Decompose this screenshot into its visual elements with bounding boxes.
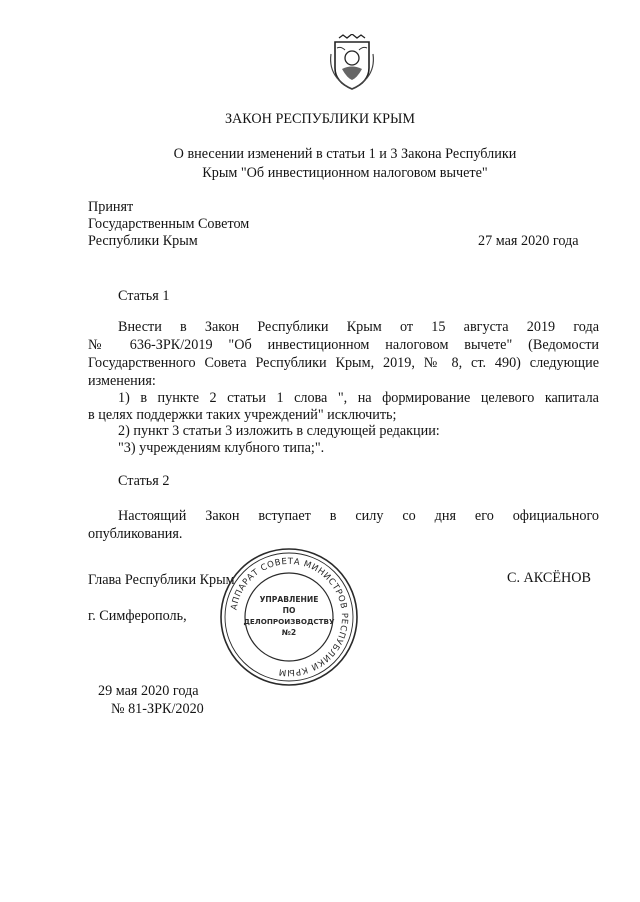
article-1-para-line-3: Государственного Совета Республики Крым, 2019, № 8, ст. 490) следующие — [88, 355, 599, 371]
adopted-line-1: Принят — [88, 199, 134, 215]
stamp-center-line-1: УПРАВЛЕНИЕ — [259, 595, 319, 604]
article-2-para-line-2: опубликования. — [88, 526, 183, 542]
article-1-para-line-2: № 636-ЗРК/2019 "Об инвестиционном налоговом вычете" (Ведомости — [88, 337, 599, 353]
crimea-coat-of-arms-icon — [327, 34, 377, 92]
article-2-para-line-1: Настоящий Закон вступает в силу со дня его официального — [118, 508, 599, 524]
adopted-date: 27 мая 2020 года — [478, 233, 579, 249]
stamp-center-line-2: ПО — [282, 606, 296, 615]
subtitle-line-1: О внесении изменений в статьи 1 и 3 Закона Республики — [173, 146, 517, 162]
article-1-para-line-1: Внести в Закон Республики Крым от 15 августа 2019 года — [118, 319, 599, 335]
adopted-line-2: Государственным Советом — [88, 216, 250, 232]
article-1-para-line-4: изменения: — [88, 373, 156, 389]
article-1-item-1-line-2: в целях поддержки таких учреждений" исключить; — [88, 407, 397, 423]
article-1-item-2: 2) пункт 3 статьи 3 изложить в следующей редакции: — [118, 423, 440, 439]
stamp-center-line-4: №2 — [281, 628, 297, 637]
article-2-heading: Статья 2 — [118, 473, 170, 489]
article-1-heading: Статья 1 — [118, 288, 170, 304]
signature-name: С. АКСЁНОВ — [507, 570, 591, 586]
subtitle-line-2: Крым "Об инвестиционном налоговом вычете" — [202, 165, 488, 181]
article-1-item-2-text: "3) учреждениям клубного типа;". — [118, 440, 325, 456]
stamp-ring-text: АППАРАТ СОВЕТА МИНИСТРОВ РЕСПУБЛИКИ КРЫМ — [229, 556, 350, 678]
law-number: № 81-ЗРК/2020 — [111, 701, 204, 717]
adopted-line-3: Республики Крым — [88, 233, 198, 249]
signing-date: 29 мая 2020 года — [98, 683, 199, 699]
signature-position: Глава Республики Крым — [88, 572, 235, 588]
document-title: ЗАКОН РЕСПУБЛИКИ КРЫМ — [224, 111, 416, 127]
stamp-center-line-3: ДЕЛОПРОИЗВОДСТВУ — [243, 617, 335, 626]
signature-place: г. Симферополь, — [88, 608, 187, 624]
official-stamp — [218, 546, 360, 688]
article-1-item-1-line-1: 1) в пункте 2 статьи 1 слова ", на формирование целевого капитала — [118, 390, 599, 406]
